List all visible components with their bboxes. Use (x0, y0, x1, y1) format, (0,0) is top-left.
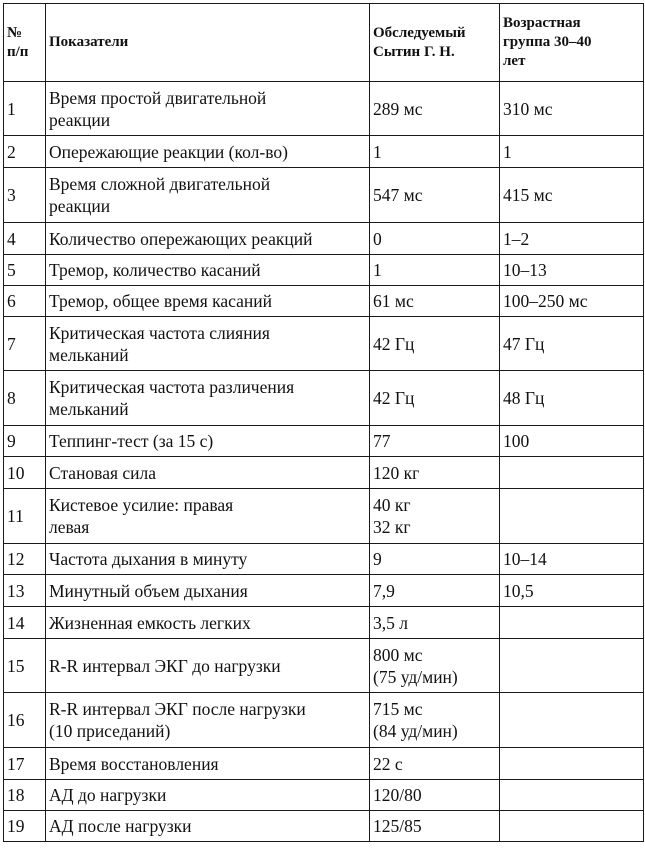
indicator-name: R-R интервал ЭКГ после нагрузки (10 приседаний) (46, 693, 370, 748)
norm-value (500, 639, 644, 693)
row-number: 9 (4, 426, 46, 457)
table-row (4, 223, 644, 255)
row-number: 16 (4, 693, 46, 748)
norm-value: 48 Гц (500, 371, 644, 426)
table-row (4, 168, 644, 223)
table-row (4, 371, 644, 426)
row-number: 10 (4, 457, 46, 489)
norm-value (500, 489, 644, 544)
subject-value: 120/80 (370, 780, 500, 811)
col-header-num: № п/п (4, 4, 46, 82)
norm-value: 1–2 (500, 223, 644, 255)
table-row (4, 489, 644, 544)
header-row (4, 4, 644, 82)
subject-value: 120 кг (370, 457, 500, 489)
subject-value: 61 мс (370, 286, 500, 317)
table-row (4, 317, 644, 371)
indicator-name: Тремор, общее время касаний (46, 286, 370, 317)
row-number: 12 (4, 544, 46, 575)
table-row (4, 255, 644, 286)
subject-value: 77 (370, 426, 500, 457)
row-number: 8 (4, 371, 46, 426)
table-row (4, 544, 644, 575)
subject-value: 22 с (370, 748, 500, 780)
norm-value (500, 693, 644, 748)
col-header-age-group: Возрастная группа 30–40 лет (500, 4, 644, 82)
row-number: 19 (4, 811, 46, 842)
subject-value: 9 (370, 544, 500, 575)
row-number: 15 (4, 639, 46, 693)
norm-value: 1 (500, 136, 644, 168)
norm-value: 100 (500, 426, 644, 457)
table-row (4, 607, 644, 639)
row-number: 14 (4, 607, 46, 639)
norm-value (500, 780, 644, 811)
indicator-name: Жизненная емкость легких (46, 607, 370, 639)
subject-value: 42 Гц (370, 371, 500, 426)
row-number: 7 (4, 317, 46, 371)
indicator-name: Минутный объем дыхания (46, 575, 370, 607)
table-row (4, 426, 644, 457)
indicator-name: Кистевое усилие: правая левая (46, 489, 370, 544)
subject-value: 547 мс (370, 168, 500, 223)
table-row (4, 575, 644, 607)
norm-value (500, 457, 644, 489)
row-number: 17 (4, 748, 46, 780)
row-number: 13 (4, 575, 46, 607)
indicator-name: Время сложной двигательной реакции (46, 168, 370, 223)
table-row (4, 457, 644, 489)
indicator-name: Время восстановления (46, 748, 370, 780)
norm-value: 415 мс (500, 168, 644, 223)
norm-value: 310 мс (500, 82, 644, 136)
subject-value: 715 мс (84 уд/мин) (370, 693, 500, 748)
table-row (4, 136, 644, 168)
row-number: 5 (4, 255, 46, 286)
indicator-name: Количество опережающих реакций (46, 223, 370, 255)
table-row (4, 780, 644, 811)
indicator-name: Частота дыхания в минуту (46, 544, 370, 575)
subject-value: 1 (370, 255, 500, 286)
row-number: 11 (4, 489, 46, 544)
table-row (4, 286, 644, 317)
subject-value: 1 (370, 136, 500, 168)
subject-value: 289 мс (370, 82, 500, 136)
subject-value: 3,5 л (370, 607, 500, 639)
indicator-name: R-R интервал ЭКГ до нагрузки (46, 639, 370, 693)
indicator-name: Критическая частота различения мельканий (46, 371, 370, 426)
row-number: 18 (4, 780, 46, 811)
norm-value (500, 811, 644, 842)
indicator-name: Становая сила (46, 457, 370, 489)
subject-value: 0 (370, 223, 500, 255)
indicator-name: АД после нагрузки (46, 811, 370, 842)
subject-value: 800 мс (75 уд/мин) (370, 639, 500, 693)
norm-value (500, 607, 644, 639)
subject-value: 125/85 (370, 811, 500, 842)
subject-value: 42 Гц (370, 317, 500, 371)
norm-value: 10–13 (500, 255, 644, 286)
table-row (4, 693, 644, 748)
subject-value: 40 кг 32 кг (370, 489, 500, 544)
row-number: 4 (4, 223, 46, 255)
row-number: 2 (4, 136, 46, 168)
table-row (4, 82, 644, 136)
table-row (4, 639, 644, 693)
col-header-subject: Обследуемый Сытин Г. Н. (370, 4, 500, 82)
indicator-name: Тремор, количество касаний (46, 255, 370, 286)
indicator-name: АД до нагрузки (46, 780, 370, 811)
table-row (4, 748, 644, 780)
row-number: 1 (4, 82, 46, 136)
indicator-name: Критическая частота слияния мельканий (46, 317, 370, 371)
data-table (3, 3, 644, 842)
indicator-name: Опережающие реакции (кол-во) (46, 136, 370, 168)
table-row (4, 811, 644, 842)
col-header-indicator: Показатели (46, 4, 370, 82)
indicator-name: Теппинг-тест (за 15 с) (46, 426, 370, 457)
norm-value: 10,5 (500, 575, 644, 607)
norm-value: 10–14 (500, 544, 644, 575)
norm-value: 100–250 мс (500, 286, 644, 317)
subject-value: 7,9 (370, 575, 500, 607)
norm-value (500, 748, 644, 780)
norm-value: 47 Гц (500, 317, 644, 371)
indicator-name: Время простой двигательной реакции (46, 82, 370, 136)
row-number: 6 (4, 286, 46, 317)
row-number: 3 (4, 168, 46, 223)
